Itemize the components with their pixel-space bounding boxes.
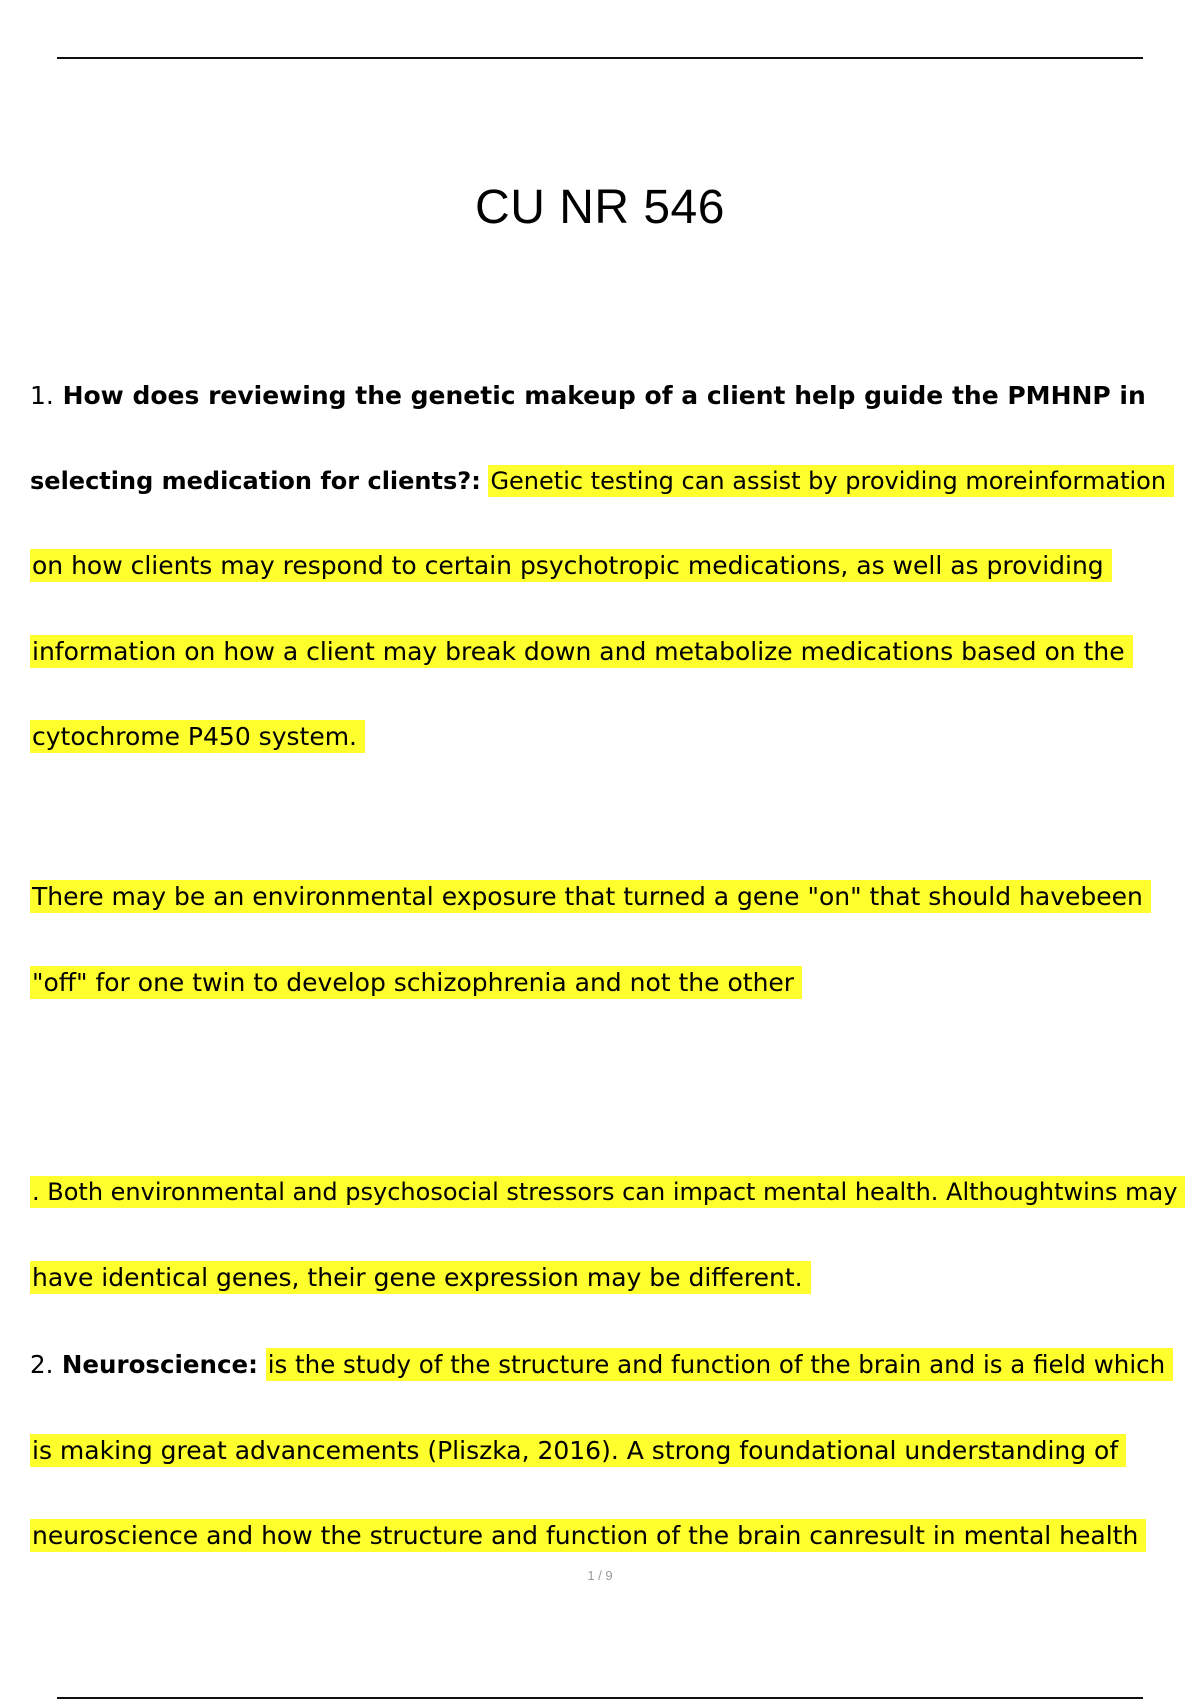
note2-row-2 — [30, 1260, 811, 1296]
q1-question-text-cont: selecting medication for clients?: — [30, 467, 481, 495]
bottom-rule — [57, 1697, 1143, 1699]
note1-line-2: "off" for one twin to develop schizophrenia and not the other — [30, 966, 802, 999]
q1-answer-line-1: Genetic testing can assist by providing moreinformation — [488, 465, 1174, 497]
note1-row-1 — [30, 879, 1151, 915]
q1-answer-line-2: on how clients may respond to certain psychotropic medications, as well as providing — [30, 549, 1112, 582]
q1-answer-row-2 — [30, 548, 1112, 584]
q1-answer-line-3: information on how a client may break down and metabolize medications based on the — [30, 635, 1133, 668]
q2-term: Neuroscience: — [53, 1350, 258, 1379]
q2-number: 2. — [30, 1350, 54, 1379]
note1-line-1: There may be an environmental exposure that turned a gene "on" that should havebeen — [30, 880, 1151, 913]
q1-answer-line-4: cytochrome P450 system. — [30, 720, 365, 753]
note2-row-1 — [30, 1174, 1185, 1210]
page-indicator: 1 / 9 — [587, 1568, 613, 1583]
q2-answer-line-1: is the study of the structure and function of the brain and is a field which — [266, 1348, 1173, 1381]
note2-line-2: have identical genes, their gene expression may be different. — [30, 1261, 811, 1294]
q1-question-line-1 — [30, 378, 1146, 414]
q1-answer-row-3 — [30, 634, 1133, 670]
q1-question-line-2 — [30, 463, 1174, 499]
document-title: CU NR 546 — [475, 181, 725, 234]
note1-row-2 — [30, 965, 802, 1001]
q1-number: 1. — [30, 381, 54, 410]
q2-answer-line-3: neuroscience and how the structure and function of the brain canresult in mental health — [30, 1519, 1146, 1552]
q2-row-2 — [30, 1433, 1126, 1469]
top-rule — [57, 57, 1143, 59]
q1-question-text: How does reviewing the genetic makeup of a client help guide the PMHNP in — [53, 381, 1146, 410]
q2-answer-line-2: is making great advancements (Pliszka, 2016). A strong foundational understanding of — [30, 1434, 1126, 1467]
q2-row-3 — [30, 1518, 1146, 1554]
q1-answer-row-4 — [30, 719, 365, 755]
note2-line-1: . Both environmental and psychosocial stressors can impact mental health. Althoughtwins may — [30, 1176, 1185, 1208]
q2-row-1 — [30, 1347, 1173, 1383]
